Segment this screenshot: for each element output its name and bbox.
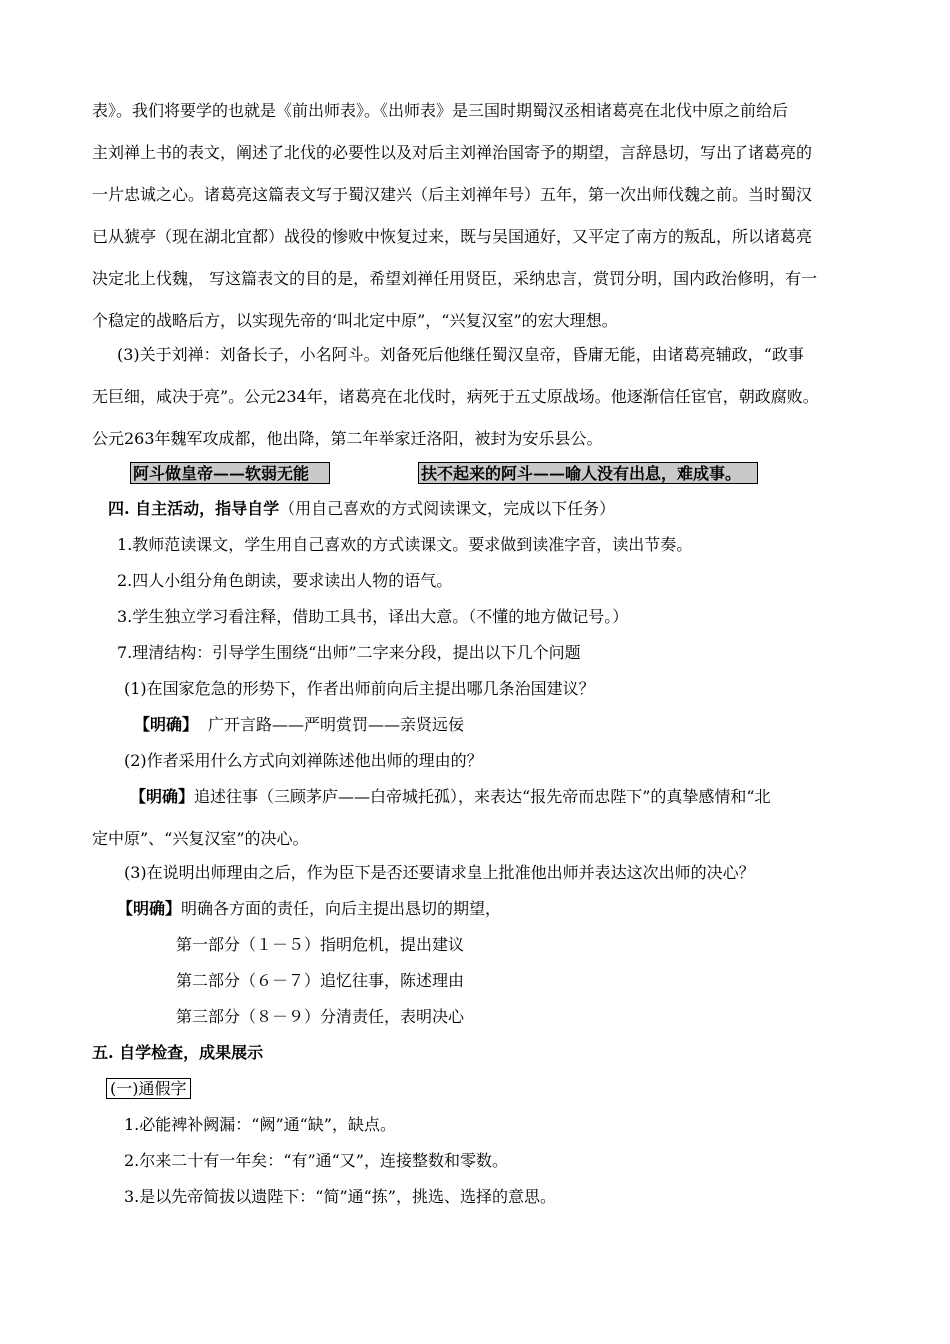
highlight-left: 阿斗做皇帝——软弱无能 [130,462,330,484]
question-2: (2)作者采用什么方式向刘禅陈述他出师的理由的？ [124,751,483,770]
answer-2-label: 【明确】 [130,787,195,806]
liushan-line-1: (3)关于刘禅：刘备长子，小名阿斗。刘备死后他继任蜀汉皇帝，昏庸无能，由诸葛亮辅政，“政事 [117,345,804,364]
answer-2-text: 追述往事（三顾茅庐——白帝城托孤），来表达“报先帝而忠陛下”的真挚感情和“北 [194,787,771,806]
section5-item-3: 3.是以先帝简拔以遗陛下：“简”通“拣”，挑选、选择的意思。 [124,1187,556,1206]
section5-title: 五. 自学检查，成果展示 [92,1043,264,1062]
highlight-row [0,462,950,484]
part-2: 第二部分（６－７）追忆往事，陈述理由 [176,971,465,990]
question-1: (1)在国家危急的形势下，作者出师前向后主提出哪几条治国建议？ [124,679,595,698]
answer-2 [130,786,771,808]
part-3: 第三部分（８－９）分清责任，表明决心 [176,1007,465,1026]
intro-line-2: 主刘禅上书的表文，阐述了北伐的必要性以及对后主刘禅治国寄予的期望，言辞恳切，写出了诸葛亮的 [92,143,813,162]
intro-line-6: 个稳定的战略后方，以实现先帝的‘叫北定中原”，“兴复汉室”的宏大理想。 [92,311,618,330]
section4-title: 四. 自主活动，指导自学 [108,499,280,518]
section4-item-3: 3.学生独立学习看注释，借助工具书，译出大意。（不懂的地方做记号。） [117,607,629,626]
answer-1-label: 【明确】 [134,715,199,734]
answer-3 [117,898,501,920]
intro-line-4: 已从猇亭（现在湖北宜都）战役的惨败中恢复过来，既与吴国通好，又平定了南方的叛乱，所以诸葛亮 [92,227,813,246]
highlight-right: 扶不起来的阿斗——喻人没有出息，难成事。 [418,462,758,484]
answer-1-text: 广开言路——严明赏罚——亲贤远佞 [208,715,465,734]
section5-sub-1-label: (一)通假字 [106,1078,191,1099]
intro-line-1: 表》。我们将要学的也就是《前出师表》。《出师表》是三国时期蜀汉丞相诸葛亮在北伐中原之前给后 [92,101,789,120]
answer-3-label: 【明确】 [117,899,182,918]
intro-line-3: 一片忠诚之心。诸葛亮这篇表文写于蜀汉建兴（后主刘禅年号）五年，第一次出师伐魏之前。当时蜀汉 [92,185,813,204]
liushan-line-3: 公元263年魏军攻成都，他出降，第二年举家迁洛阳，被封为安乐县公。 [92,429,603,448]
section4-subtitle: （用自己喜欢的方式阅读课文，完成以下任务） [279,499,616,518]
section5-item-1: 1.必能裨补阙漏：“阙”通“缺”，缺点。 [124,1115,396,1134]
answer-1 [134,714,464,736]
section4-item-7: 7.理清结构：引导学生围绕“出师”二字来分段，提出以下几个问题 [117,643,581,662]
answer-3-text: 明确各方面的责任，向后主提出恳切的期望， [181,899,502,918]
section5-item-2: 2.尔来二十有一年矣：“有”通“又”，连接整数和零数。 [124,1151,508,1170]
section4-heading [108,498,615,520]
part-1: 第一部分（１－５）指明危机，提出建议 [176,935,465,954]
section4-item-2: 2.四人小组分角色朗读，要求读出人物的语气。 [117,571,453,590]
answer-2-cont: 定中原”、“兴复汉室”的决心。 [92,829,309,848]
question-3: (3)在说明出师理由之后，作为臣下是否还要请求皇上批准他出师并表达这次出师的决心？ [124,863,755,882]
section5-sub-1 [106,1078,191,1100]
liushan-line-2: 无巨细，咸决于亮”。公元234年，诸葛亮在北伐时，病死于五丈原战场。他逐渐信任宦官，朝政腐败。 [92,387,819,406]
intro-line-5: 决定北上伐魏， 写这篇表文的目的是，希望刘禅任用贤臣，采纳忠言，赏罚分明，国内政治修明，有一 [92,269,818,288]
section4-item-1: 1.教师范读课文，学生用自己喜欢的方式读课文。要求做到读准字音，读出节奏。 [117,535,693,554]
